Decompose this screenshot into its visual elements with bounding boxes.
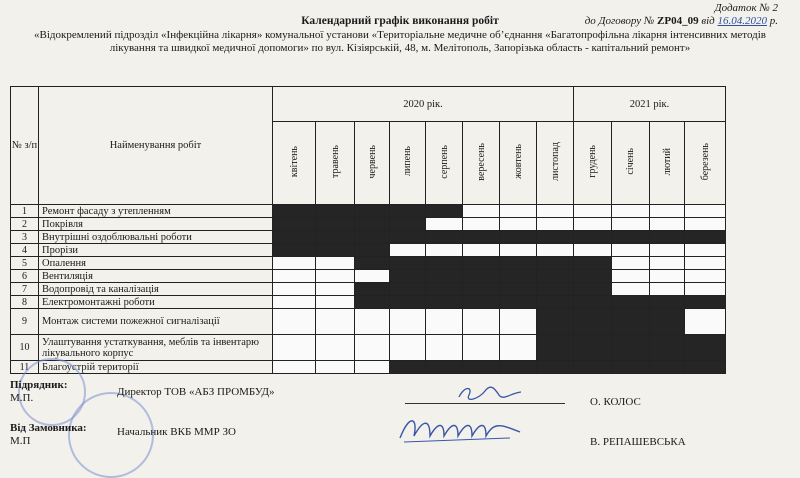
row-number: 4	[11, 244, 39, 257]
month-header: квітень	[273, 122, 316, 205]
row-number: 1	[11, 205, 39, 218]
table-row	[11, 270, 726, 283]
schedule-cell-empty	[273, 283, 316, 296]
work-name: Внутрішні оздоблювальні роботи	[39, 231, 273, 244]
schedule-cell-filled	[390, 270, 426, 283]
schedule-cell-empty	[500, 218, 537, 231]
schedule-cell-empty	[685, 270, 726, 283]
schedule-cell-filled	[612, 309, 650, 335]
schedule-cell-filled	[463, 270, 500, 283]
schedule-cell-empty	[273, 309, 316, 335]
schedule-cell-filled	[463, 283, 500, 296]
schedule-cell-filled	[426, 205, 463, 218]
row-number: 9	[11, 309, 39, 335]
schedule-cell-empty	[463, 205, 500, 218]
schedule-cell-empty	[273, 270, 316, 283]
row-number: 11	[11, 361, 39, 374]
schedule-cell-empty	[650, 218, 685, 231]
row-number: 8	[11, 296, 39, 309]
row-number: 3	[11, 231, 39, 244]
schedule-cell-empty	[612, 205, 650, 218]
table-row	[11, 335, 726, 361]
schedule-cell-filled	[574, 296, 612, 309]
schedule-cell-filled	[316, 231, 355, 244]
schedule-cell-filled	[500, 231, 537, 244]
schedule-cell-empty	[273, 257, 316, 270]
row-number: 6	[11, 270, 39, 283]
handwritten-date: 16.04.2020	[717, 15, 767, 27]
schedule-cell-empty	[612, 283, 650, 296]
work-name: Вентиляція	[39, 270, 273, 283]
schedule-cell-filled	[355, 296, 390, 309]
schedule-table	[10, 86, 726, 374]
col-number-header: № з/п	[11, 87, 39, 205]
customer-position: Начальник ВКБ ММР ЗО	[117, 426, 236, 438]
document-title: Календарний графік виконання робіт	[301, 15, 499, 27]
schedule-cell-empty	[685, 257, 726, 270]
schedule-cell-filled	[574, 231, 612, 244]
schedule-cell-filled	[390, 257, 426, 270]
schedule-cell-empty	[355, 270, 390, 283]
customer-signature	[390, 408, 530, 448]
schedule-cell-empty	[316, 309, 355, 335]
schedule-cell-empty	[316, 296, 355, 309]
schedule-cell-filled	[316, 244, 355, 257]
schedule-cell-filled	[273, 205, 316, 218]
schedule-cell-filled	[537, 309, 574, 335]
customer-name: В. РЕПАШЕВСЬКА	[590, 436, 686, 448]
month-header: березень	[685, 122, 726, 205]
schedule-cell-filled	[463, 231, 500, 244]
schedule-cell-empty	[463, 309, 500, 335]
schedule-cell-filled	[612, 296, 650, 309]
annex-contract-line: до Договору № ZP04_09 від 16.04.2020 р.	[584, 15, 778, 27]
schedule-cell-empty	[390, 335, 426, 361]
contract-number: ZP04_09	[657, 15, 699, 27]
month-header: жовтень	[500, 122, 537, 205]
row-number: 10	[11, 335, 39, 361]
schedule-cell-empty	[537, 244, 574, 257]
schedule-cell-filled	[537, 361, 574, 374]
schedule-cell-empty	[316, 361, 355, 374]
annex-number: Додаток № 2	[714, 2, 778, 14]
schedule-cell-filled	[390, 218, 426, 231]
schedule-cell-filled	[612, 361, 650, 374]
schedule-cell-filled	[500, 296, 537, 309]
schedule-cell-empty	[500, 309, 537, 335]
schedule-cell-empty	[650, 283, 685, 296]
schedule-cell-empty	[426, 244, 463, 257]
work-name: Монтаж системи пожежної сигналізації	[39, 309, 273, 335]
schedule-cell-filled	[612, 231, 650, 244]
year-2021-header: 2021 рік.	[574, 87, 726, 122]
work-name: Водопровід та каналізація	[39, 283, 273, 296]
schedule-cell-filled	[650, 361, 685, 374]
month-header: лютий	[650, 122, 685, 205]
schedule-cell-filled	[390, 361, 426, 374]
schedule-cell-empty	[612, 270, 650, 283]
schedule-cell-filled	[426, 296, 463, 309]
schedule-cell-filled	[355, 283, 390, 296]
schedule-cell-filled	[500, 257, 537, 270]
schedule-cell-empty	[355, 335, 390, 361]
schedule-cell-empty	[273, 335, 316, 361]
schedule-cell-filled	[390, 296, 426, 309]
work-name: Прорізи	[39, 244, 273, 257]
schedule-cell-filled	[463, 296, 500, 309]
contractor-mp: М.П.	[10, 392, 34, 404]
schedule-cell-empty	[650, 244, 685, 257]
schedule-cell-filled	[685, 296, 726, 309]
schedule-cell-empty	[650, 257, 685, 270]
schedule-cell-empty	[500, 205, 537, 218]
schedule-cell-empty	[685, 205, 726, 218]
customer-mp: М.П	[10, 435, 31, 447]
schedule-cell-empty	[316, 283, 355, 296]
schedule-cell-filled	[574, 283, 612, 296]
month-header: грудень	[574, 122, 612, 205]
schedule-cell-empty	[650, 270, 685, 283]
schedule-cell-filled	[537, 270, 574, 283]
schedule-cell-empty	[500, 335, 537, 361]
schedule-cell-empty	[612, 218, 650, 231]
row-number: 2	[11, 218, 39, 231]
year-header-row	[11, 87, 726, 122]
schedule-cell-filled	[390, 205, 426, 218]
schedule-cell-filled	[355, 244, 390, 257]
schedule-cell-filled	[574, 361, 612, 374]
schedule-cell-filled	[426, 283, 463, 296]
work-name: Електромонтажні роботи	[39, 296, 273, 309]
customer-label: Від Замовника:	[10, 422, 87, 434]
month-header: червень	[355, 122, 390, 205]
schedule-cell-empty	[650, 205, 685, 218]
schedule-cell-empty	[574, 244, 612, 257]
schedule-cell-filled	[463, 361, 500, 374]
schedule-cell-empty	[574, 205, 612, 218]
schedule-cell-filled	[500, 361, 537, 374]
schedule-cell-filled	[273, 218, 316, 231]
schedule-cell-empty	[355, 361, 390, 374]
schedule-cell-filled	[426, 231, 463, 244]
schedule-cell-empty	[612, 257, 650, 270]
schedule-cell-filled	[574, 309, 612, 335]
schedule-cell-empty	[426, 309, 463, 335]
schedule-cell-empty	[426, 335, 463, 361]
document-subtitle: «Відокремлений підрозділ «Інфекційна лікарня» комунальної установи «Територіальне медичне об’єднання «Багатопрофільна лікарня інтенсивних методів лікування та швидкої медичної допомоги» по вул. Кізіярській, 48, м. Мелітополь, Запорізька область - капітальний ремонт»	[34, 29, 766, 54]
schedule-cell-empty	[390, 309, 426, 335]
month-header: вересень	[463, 122, 500, 205]
contractor-position: Директор ТОВ «АБЗ ПРОМБУД»	[117, 386, 275, 398]
schedule-cell-empty	[537, 205, 574, 218]
row-number: 5	[11, 257, 39, 270]
schedule-cell-filled	[355, 218, 390, 231]
table-row	[11, 218, 726, 231]
schedule-cell-empty	[612, 244, 650, 257]
schedule-cell-filled	[574, 270, 612, 283]
schedule-cell-empty	[685, 244, 726, 257]
work-name: Ремонт фасаду з утепленням	[39, 205, 273, 218]
schedule-cell-filled	[355, 257, 390, 270]
schedule-cell-filled	[537, 335, 574, 361]
table-row	[11, 309, 726, 335]
schedule-cell-filled	[574, 335, 612, 361]
row-number: 7	[11, 283, 39, 296]
schedule-cell-filled	[685, 335, 726, 361]
contractor-signature	[455, 383, 525, 405]
schedule-cell-filled	[426, 257, 463, 270]
month-header: листопад	[537, 122, 574, 205]
table-row	[11, 361, 726, 374]
work-name: Опалення	[39, 257, 273, 270]
table-row	[11, 205, 726, 218]
schedule-cell-filled	[537, 231, 574, 244]
schedule-cell-filled	[685, 231, 726, 244]
schedule-cell-filled	[426, 270, 463, 283]
schedule-cell-filled	[650, 309, 685, 335]
month-header: січень	[612, 122, 650, 205]
work-name: Благоустрій території	[39, 361, 273, 374]
schedule-cell-filled	[650, 335, 685, 361]
schedule-cell-filled	[426, 361, 463, 374]
schedule-cell-filled	[500, 283, 537, 296]
schedule-cell-filled	[316, 205, 355, 218]
schedule-cell-empty	[685, 283, 726, 296]
schedule-cell-filled	[685, 361, 726, 374]
schedule-cell-empty	[273, 296, 316, 309]
schedule-cell-empty	[685, 309, 726, 335]
contractor-name: О. КОЛОС	[590, 396, 641, 408]
work-name: Покрівля	[39, 218, 273, 231]
table-row	[11, 231, 726, 244]
month-header: серпень	[426, 122, 463, 205]
schedule-cell-empty	[316, 257, 355, 270]
schedule-cell-filled	[390, 231, 426, 244]
contractor-label: Підрядник:	[10, 379, 68, 391]
schedule-cell-filled	[316, 218, 355, 231]
schedule-cell-filled	[650, 231, 685, 244]
schedule-cell-empty	[463, 244, 500, 257]
schedule-cell-filled	[355, 231, 390, 244]
table-row	[11, 283, 726, 296]
schedule-cell-empty	[500, 244, 537, 257]
schedule-cell-empty	[463, 335, 500, 361]
schedule-cell-filled	[463, 257, 500, 270]
work-name: Улаштування устаткування, меблів та інвентарю лікувального корпус	[39, 335, 273, 361]
table-row	[11, 244, 726, 257]
table-row	[11, 257, 726, 270]
schedule-cell-filled	[355, 205, 390, 218]
schedule-cell-empty	[574, 218, 612, 231]
col-name-header: Найменування робіт	[39, 87, 273, 205]
schedule-cell-filled	[500, 270, 537, 283]
schedule-cell-filled	[537, 283, 574, 296]
schedule-cell-empty	[426, 218, 463, 231]
schedule-cell-filled	[273, 244, 316, 257]
month-header: травень	[316, 122, 355, 205]
schedule-cell-empty	[390, 244, 426, 257]
schedule-cell-filled	[537, 296, 574, 309]
schedule-cell-filled	[273, 231, 316, 244]
schedule-cell-filled	[612, 335, 650, 361]
schedule-cell-empty	[316, 335, 355, 361]
schedule-cell-filled	[650, 296, 685, 309]
schedule-cell-empty	[316, 270, 355, 283]
schedule-cell-empty	[273, 361, 316, 374]
schedule-cell-empty	[537, 218, 574, 231]
schedule-cell-filled	[390, 283, 426, 296]
schedule-cell-empty	[685, 218, 726, 231]
schedule-cell-filled	[537, 257, 574, 270]
month-header: липень	[390, 122, 426, 205]
schedule-cell-empty	[463, 218, 500, 231]
schedule-cell-empty	[355, 309, 390, 335]
year-2020-header: 2020 рік.	[273, 87, 574, 122]
schedule-cell-filled	[574, 257, 612, 270]
table-row	[11, 296, 726, 309]
